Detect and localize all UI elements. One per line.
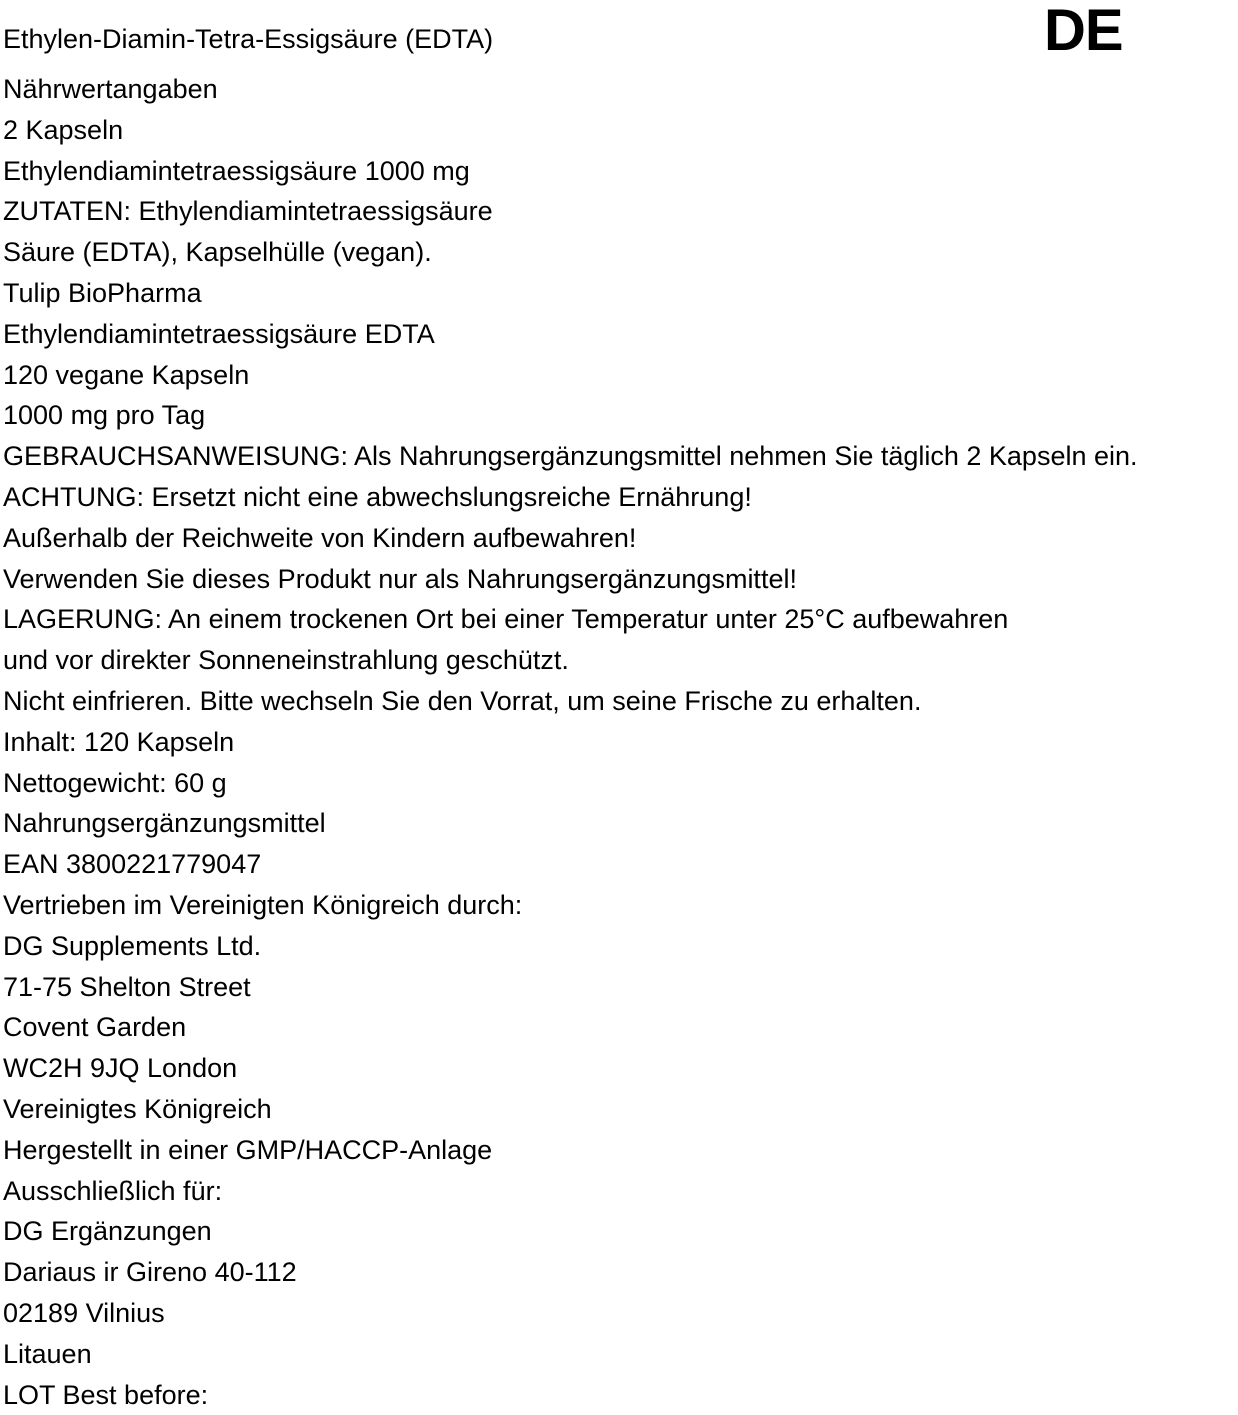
label-line: 02189 Vilnius — [3, 1293, 1237, 1334]
label-line: ZUTATEN: Ethylendiamintetraessigsäure — [3, 191, 1237, 232]
label-line: EAN 3800221779047 — [3, 844, 1237, 885]
label-line: Inhalt: 120 Kapseln — [3, 722, 1237, 763]
label-line: 120 vegane Kapseln — [3, 355, 1237, 396]
label-line: GEBRAUCHSANWEISUNG: Als Nahrungsergänzungsmittel nehmen Sie täglich 2 Kapseln ein. — [3, 436, 1237, 477]
label-line: Vereinigtes Königreich — [3, 1089, 1237, 1130]
label-line: Tulip BioPharma — [3, 273, 1237, 314]
label-line: 71-75 Shelton Street — [3, 967, 1237, 1008]
label-line: DG Ergänzungen — [3, 1211, 1237, 1252]
label-line: Ethylendiamintetraessigsäure 1000 mg — [3, 151, 1237, 192]
label-line: WC2H 9JQ London — [3, 1048, 1237, 1089]
label-body — [3, 69, 1237, 1415]
language-code: DE — [1044, 0, 1123, 62]
label-line: Nettogewicht: 60 g — [3, 763, 1237, 804]
label-line: Säure (EDTA), Kapselhülle (vegan). — [3, 232, 1237, 273]
label-line: Nährwertangaben — [3, 69, 1237, 110]
label-line: Verwenden Sie dieses Produkt nur als Nahrungsergänzungsmittel! — [3, 559, 1237, 600]
label-line: ACHTUNG: Ersetzt nicht eine abwechslungsreiche Ernährung! — [3, 477, 1237, 518]
product-title: Ethylen-Diamin-Tetra-Essigsäure (EDTA) — [3, 18, 1237, 69]
label-line: Vertrieben im Vereinigten Königreich durch: — [3, 885, 1237, 926]
label-line: LOT Best before: — [3, 1375, 1237, 1415]
label-line: und vor direkter Sonneneinstrahlung geschützt. — [3, 640, 1237, 681]
label-line: Dariaus ir Gireno 40-112 — [3, 1252, 1237, 1293]
label-line: Covent Garden — [3, 1007, 1237, 1048]
label-line: Nicht einfrieren. Bitte wechseln Sie den Vorrat, um seine Frische zu erhalten. — [3, 681, 1237, 722]
label-line: Ethylendiamintetraessigsäure EDTA — [3, 314, 1237, 355]
label-line: Litauen — [3, 1334, 1237, 1375]
label-line: DG Supplements Ltd. — [3, 926, 1237, 967]
label-line: LAGERUNG: An einem trockenen Ort bei einer Temperatur unter 25°C aufbewahren — [3, 599, 1237, 640]
label-line: 1000 mg pro Tag — [3, 395, 1237, 436]
label-text-lines — [3, 18, 1237, 1415]
label-line: Außerhalb der Reichweite von Kindern aufbewahren! — [3, 518, 1237, 559]
label-line: Nahrungsergänzungsmittel — [3, 803, 1237, 844]
label-line: 2 Kapseln — [3, 110, 1237, 151]
label-line: Ausschließlich für: — [3, 1171, 1237, 1212]
label-line: Hergestellt in einer GMP/HACCP-Anlage — [3, 1130, 1237, 1171]
